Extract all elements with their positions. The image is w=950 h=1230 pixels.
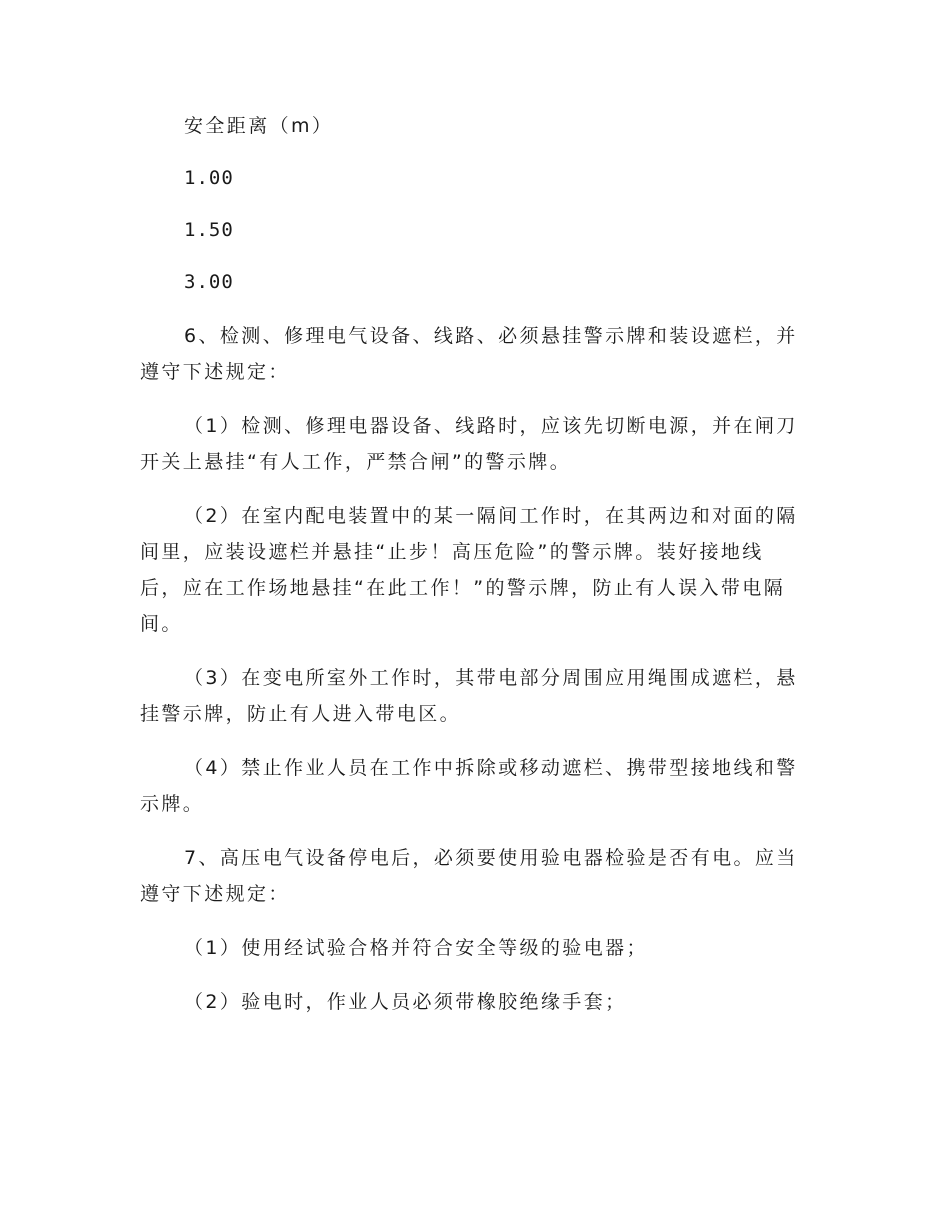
item-6-rule-4: （4）禁止作业人员在工作中拆除或移动遮栏、携带型接地线和警示牌。 [140, 757, 798, 815]
item-6-rule-2: （2）在室内配电装置中的某一隔间工作时，在其两边和对面的隔间里，应装设遮栏并悬挂“止步！高压危险”的警示牌。装好接地线后，应在工作场地悬挂“在此工作！”的警示牌，防止有人误入带电隔间。 [140, 505, 798, 635]
item-6-intro: 6、检测、修理电气设备、线路、必须悬挂警示牌和装设遮栏，并遵守下述规定： [140, 325, 798, 383]
item-7-rule-2: （2）验电时，作业人员必须带橡胶绝缘手套； [184, 991, 627, 1013]
distance-value: 1.50 [184, 219, 234, 241]
item-7-rule-1: （1）使用经试验合格并符合安全等级的验电器； [184, 937, 648, 959]
table-header-safety-distance: 安全距离（m） [184, 115, 334, 137]
item-6-rule-1: （1）检测、修理电器设备、线路时，应该先切断电源，并在闸刀开关上悬挂“有人工作，严禁合闸”的警示牌。 [140, 415, 798, 473]
distance-value: 3.00 [184, 271, 234, 293]
item-7-intro: 7、高压电气设备停电后，必须要使用验电器检验是否有电。应当遵守下述规定： [140, 847, 798, 905]
document-body [140, 108, 805, 1020]
item-6-rule-3: （3）在变电所室外工作时，其带电部分周围应用绳围成遮栏，悬挂警示牌，防止有人进入带电区。 [140, 667, 798, 725]
distance-value: 1.00 [184, 167, 234, 189]
